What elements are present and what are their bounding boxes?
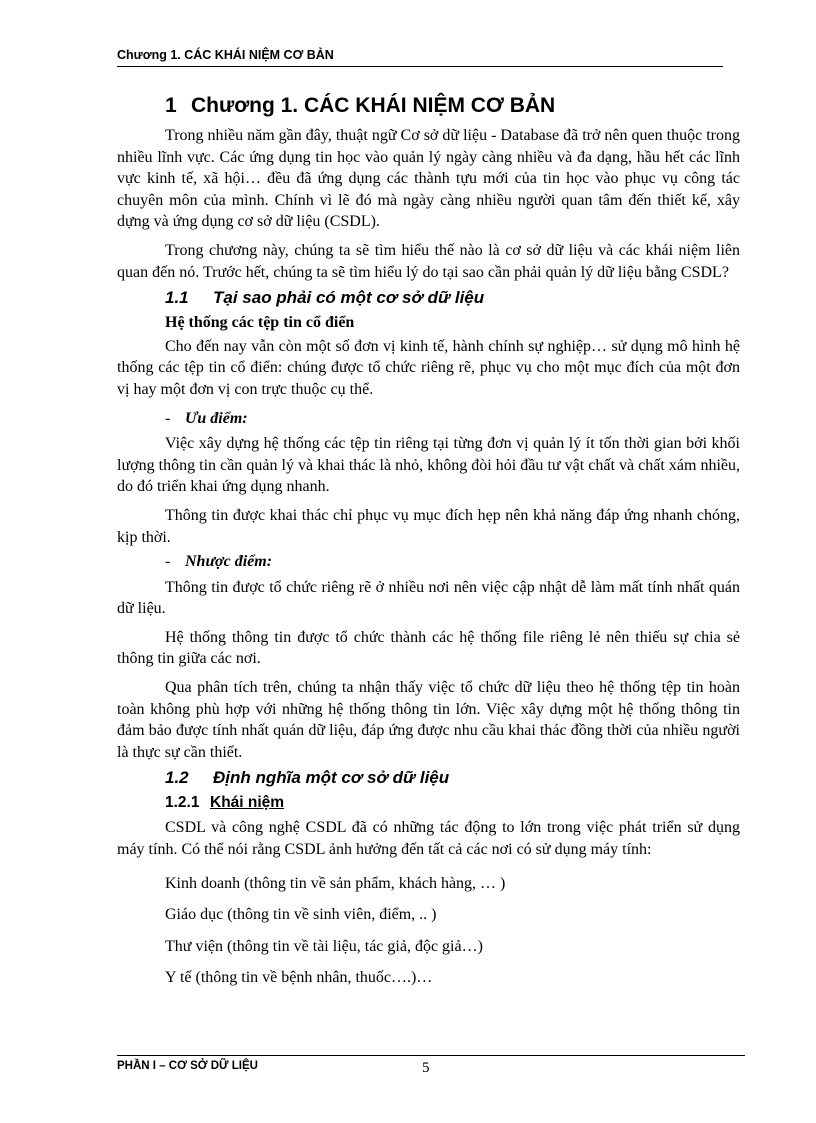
section-title: Tại sao phải có một cơ sở dữ liệu (213, 288, 485, 308)
cons-label-text: Nhược điểm: (185, 553, 273, 571)
definition-paragraph: CSDL và công nghệ CSDL đã có những tác động to lớn trong việc phát triển sử dụng máy tính. Có thể nói rằng CSDL ảnh hưởng đến tất cả các nơi có sử dụng máy tính: (117, 819, 740, 859)
pros-dash: - (165, 409, 171, 427)
running-header: Chương 1. CÁC KHÁI NIỆM CƠ BẢN (117, 48, 334, 62)
section-number: 1.2 (165, 768, 189, 788)
pros-label-text: Ưu điểm: (185, 409, 248, 427)
header-rule (117, 66, 723, 67)
pros-paragraph-1: Việc xây dựng hệ thống các tệp tin riêng tại từng đơn vị quản lý ít tốn thời gian bởi khối lượng thông tin cần quản lý và khai thác là nhỏ, không đòi hỏi đầu tư vật chất và chất xám nhiều, do đó triển khai ứng dụng nhanh. (117, 435, 740, 496)
subsection-title: Khái niệm (210, 794, 285, 812)
section-title: Định nghĩa một cơ sở dữ liệu (213, 768, 450, 788)
list-item: Giáo dục (thông tin về sinh viên, điểm, .. ) (165, 906, 437, 924)
list-item: Kinh doanh (thông tin về sản phẩm, khách hàng, … ) (165, 874, 506, 892)
list-item: Thư viện (thông tin về tài liệu, tác giả, độc giả…) (165, 937, 483, 955)
footer-part-title: PHẦN I – CƠ SỞ DỮ LIỆU (117, 1060, 258, 1072)
intro-paragraph-2: Trong chương này, chúng ta sẽ tìm hiểu thế nào là cơ sở dữ liệu và các khái niệm liên quan đến nó. Trước hết, chúng ta sẽ tìm hiểu lý do tại sao cần phải quản lý dữ liệu bằng CSDL? (117, 241, 740, 281)
subheading-classic-files: Hệ thống các tệp tin cổ điển (165, 314, 355, 332)
cons-paragraph-1: Thông tin được tổ chức riêng rẽ ở nhiều nơi nên việc cập nhật dễ làm mất tính nhất quán dữ liệu. (117, 578, 740, 618)
chapter-heading (165, 92, 740, 120)
subsection-heading-1-2-1 (165, 792, 740, 814)
section-heading-1-2 (165, 766, 740, 789)
cons-dash: - (165, 553, 171, 571)
paragraph-classic-files: Cho đến nay vẫn còn một số đơn vị kinh tế, hành chính sự nghiệp… sử dụng mô hình hệ thống các tệp tin cổ điển: chúng được tổ chức riêng rẽ, phục vụ cho một mục đích của một đơn vị hay một đơn vị con trực thuộc cụ thể. (117, 337, 740, 398)
pros-label (165, 408, 740, 430)
cons-label (165, 551, 740, 573)
cons-paragraph-2: Hệ thống thông tin được tổ chức thành các hệ thống file riêng lẻ nên thiếu sự chia sẻ thông tin giữa các nơi. (117, 628, 740, 668)
chapter-title: Chương 1. CÁC KHÁI NIỆM CƠ BẢN (191, 94, 556, 117)
section-heading-1-1 (165, 286, 740, 309)
pros-paragraph-2: Thông tin được khai thác chỉ phục vụ mục đích hẹp nên khả năng đáp ứng nhanh chóng, kịp thời. (117, 506, 740, 546)
page-body (117, 92, 740, 999)
list-item: Y tế (thông tin về bệnh nhân, thuốc….)… (165, 969, 433, 987)
conclusion-paragraph: Qua phân tích trên, chúng ta nhận thấy việc tổ chức dữ liệu theo hệ thống tệp tin hoàn toàn không phù hợp với những hệ thống thông tin lớn. Việc xây dựng một hệ thống thông tin đảm bảo được tính nhất quán dữ liệu, đáp ứng được nhu cầu khai thác đồng thời của nhiều người là thực sự cần thiết. (117, 679, 740, 761)
subsection-number: 1.2.1 (165, 794, 200, 812)
section-number: 1.1 (165, 288, 189, 308)
chapter-number: 1 (165, 94, 177, 117)
intro-paragraph-1: Trong nhiều năm gần đây, thuật ngữ Cơ sở dữ liệu - Database đã trở nên quen thuộc trong nhiều lĩnh vực. Các ứng dụng tin học vào quản lý ngày càng nhiều và đa dạng, hầu hết các lĩnh vực kinh tế, xã hội… đều đã ứng dụng các thành tựu mới của tin học vào phục vụ công tác chuyên môn của mình. Chính vì lẽ đó mà ngày càng nhiều người quan tâm đến thiết kế, xây dựng và ứng dụng cơ sở dữ liệu (CSDL). (117, 127, 740, 231)
footer-rule (117, 1055, 745, 1056)
page-number: 5 (422, 1060, 430, 1076)
